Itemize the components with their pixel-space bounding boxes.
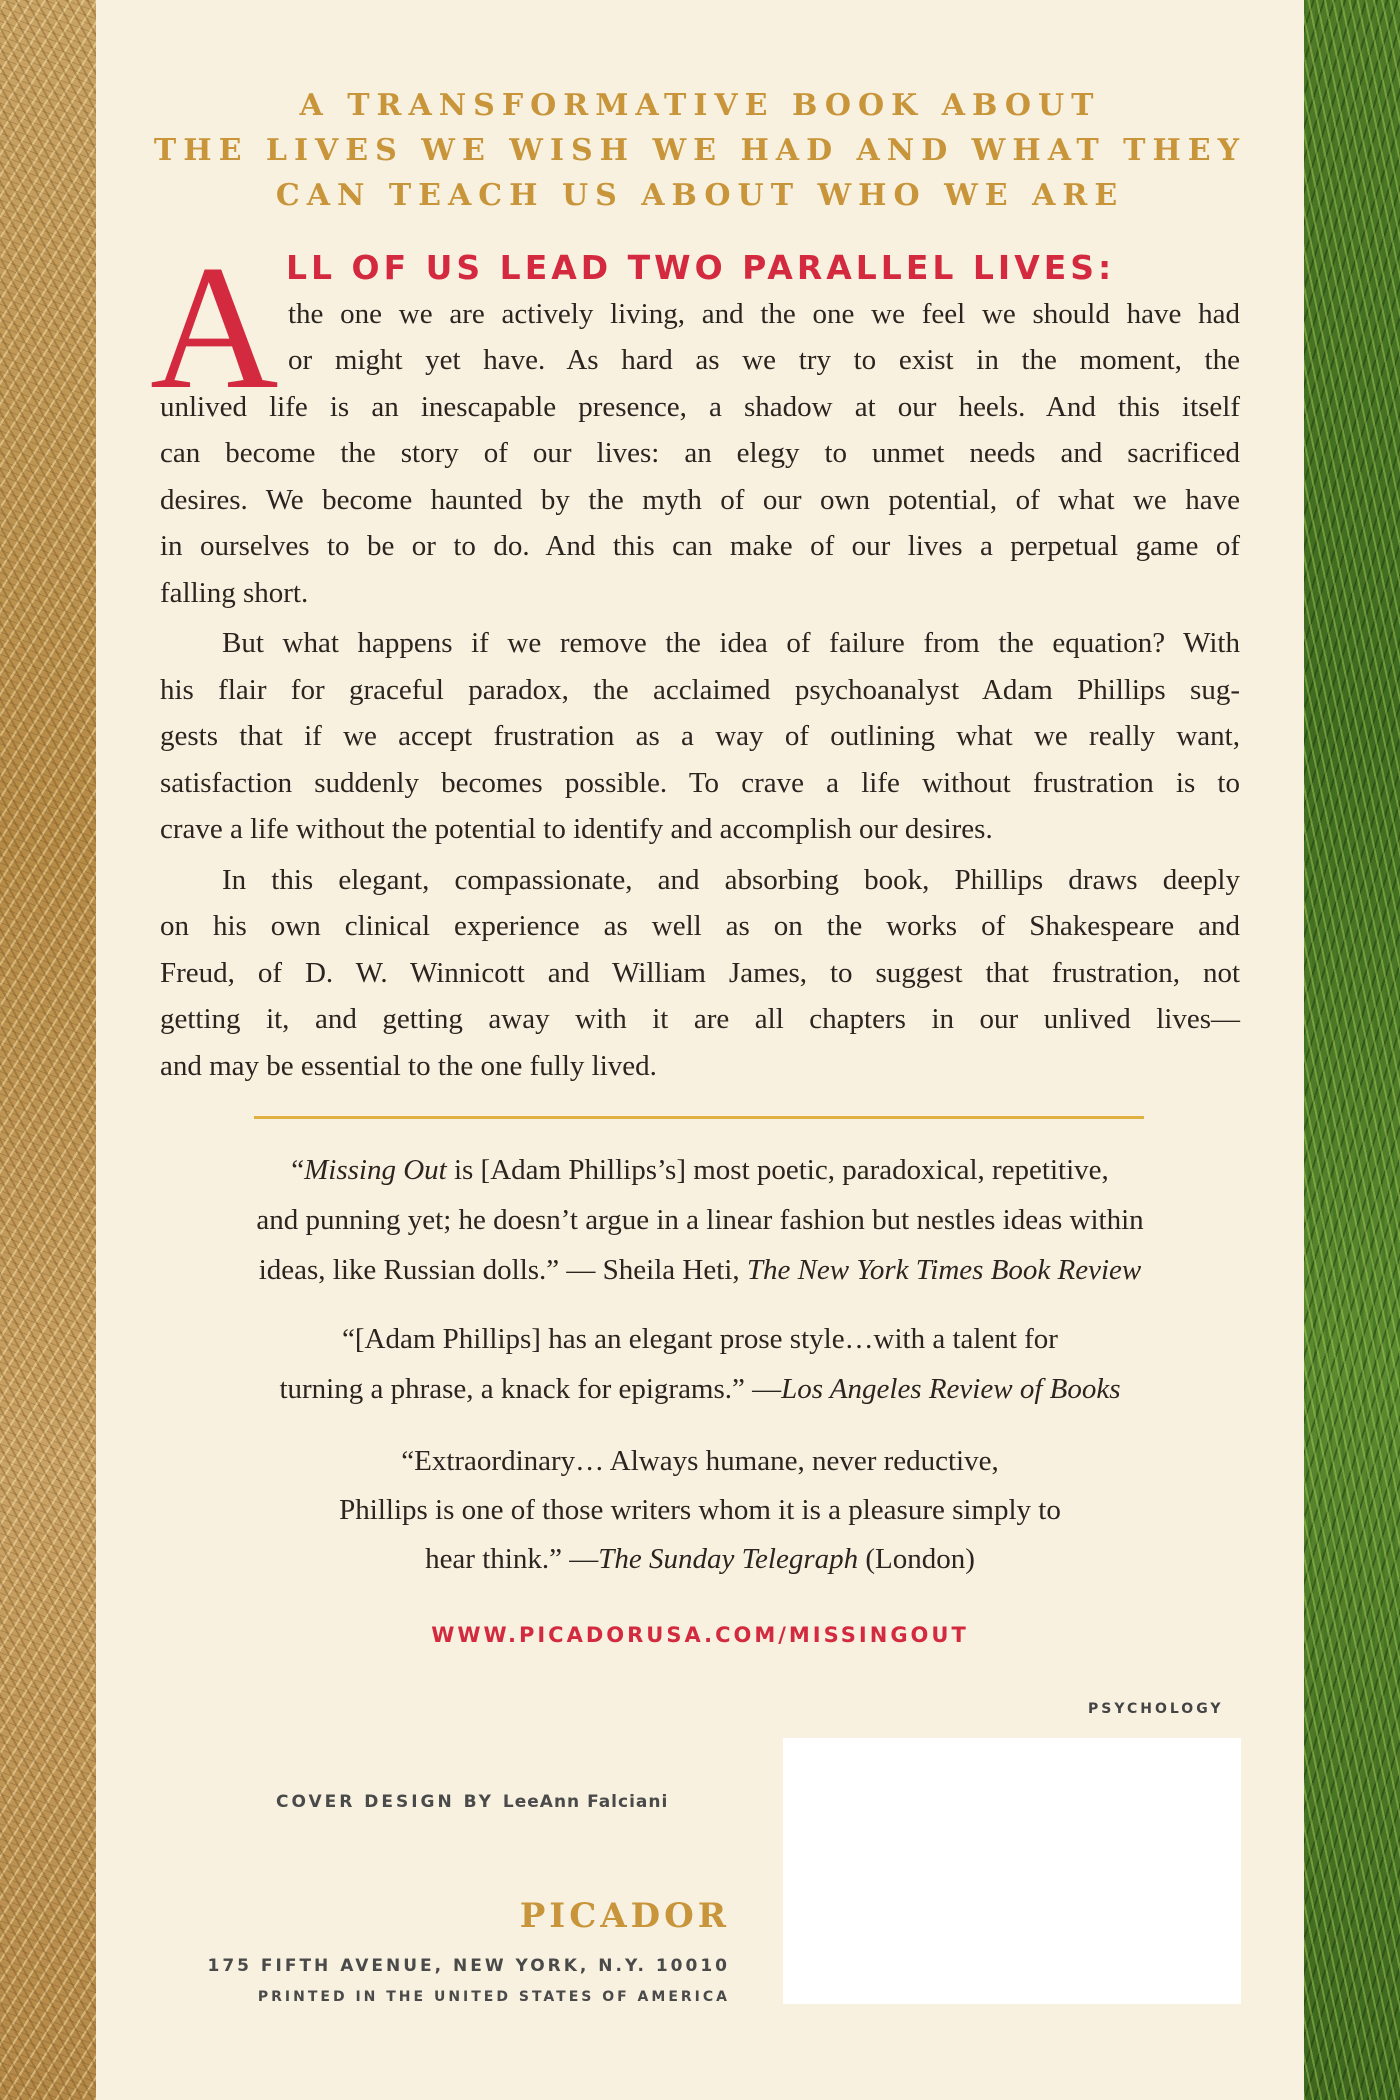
description-line: Freud, of D. W. Winnicott and William James, to suggest that frustration, not [160,957,1240,989]
description-line: in ourselves to be or to do. And this can make of our lives a perpetual game of [160,530,1240,562]
quote-source: The New York Times Book Review [746,1254,1142,1286]
description-line: desires. We become haunted by the myth of our own potential, of what we have [160,484,1240,516]
divider-rule [254,1116,1144,1119]
review-quote-1-line-3: ideas, like Russian dolls.” — Sheila Heti, The New York Times Book Review [258,1254,1142,1286]
description-line: getting it, and getting away with it are all chapters in our unlived lives— [160,1003,1240,1035]
quote-source: The Sunday Telegraph [598,1543,859,1575]
dry-grass-strip [0,0,96,2100]
tagline-line-2: THE LIVES WE WISH WE HAD AND WHAT THEY [153,133,1247,168]
website-url: WWW.PICADORUSA.COM/MISSINGOUT [431,1623,969,1647]
quote-source: Los Angeles Review of Books [781,1373,1121,1405]
green-grass-strip [1304,0,1400,2100]
tagline-line-3: CAN TEACH US ABOUT WHO WE ARE [275,178,1125,213]
drop-cap: A [150,228,279,426]
publisher-address: 175 FIFTH AVENUE, NEW YORK, N.Y. 10010 [207,1956,730,1976]
book-title: Missing Out [304,1154,447,1186]
description-line: the one we are actively living, and the one we feel we should have had [288,298,1240,330]
description-line: satisfaction suddenly becomes possible. To crave a life without frustration is to [160,767,1240,799]
designer-name: LeeAnn Falciani [502,1792,669,1812]
review-quote-3-line-3: hear think.” —The Sunday Telegraph (London) [425,1543,975,1575]
review-quote-2-line-1: “[Adam Phillips] has an elegant prose style…with a talent for [342,1323,1058,1355]
tagline-line-1: A TRANSFORMATIVE BOOK ABOUT [299,88,1101,123]
review-quote-3-line-1: “Extraordinary… Always humane, never reductive, [401,1445,999,1477]
description-line: his flair for graceful paradox, the acclaimed psychoanalyst Adam Phillips sug- [160,674,1240,706]
cover-design-credit: COVER DESIGN BY LeeAnn Falciani [276,1792,669,1812]
review-quote-1-line-1: “Missing Out is [Adam Phillips’s] most poetic, paradoxical, repetitive, [291,1154,1109,1186]
description-line: gests that if we accept frustration as a way of outlining what we really want, [160,720,1240,752]
category-label: PSYCHOLOGY [1088,1701,1224,1717]
review-quote-2-line-2: turning a phrase, a knack for epigrams.” —Los Angeles Review of Books [279,1373,1121,1405]
barcode-area [783,1738,1241,2004]
description-line: on his own clinical experience as well as on the works of Shakespeare and [160,910,1240,942]
review-quote-3-line-2: Phillips is one of those writers whom it is a pleasure simply to [339,1494,1061,1526]
lead-caps-heading: LL OF US LEAD TWO PARALLEL LIVES: [286,248,1116,287]
publisher-logo: PICADOR [519,1896,730,1936]
description-line: crave a life without the potential to identify and accomplish our desires. [160,813,993,845]
printed-in: PRINTED IN THE UNITED STATES OF AMERICA [257,1989,730,2005]
description-line: But what happens if we remove the idea of failure from the equation? With [222,627,1240,659]
review-quote-1-line-2: and punning yet; he doesn’t argue in a linear fashion but nestles ideas within [256,1204,1144,1236]
description-line: falling short. [160,577,309,609]
description-line: unlived life is an inescapable presence, a shadow at our heels. And this itself [160,391,1240,423]
description-line: can become the story of our lives: an elegy to unmet needs and sacrificed [160,437,1240,469]
description-line: or might yet have. As hard as we try to exist in the moment, the [288,344,1240,376]
description-line: and may be essential to the one fully lived. [160,1050,657,1082]
description-line: In this elegant, compassionate, and absorbing book, Phillips draws deeply [222,864,1240,896]
